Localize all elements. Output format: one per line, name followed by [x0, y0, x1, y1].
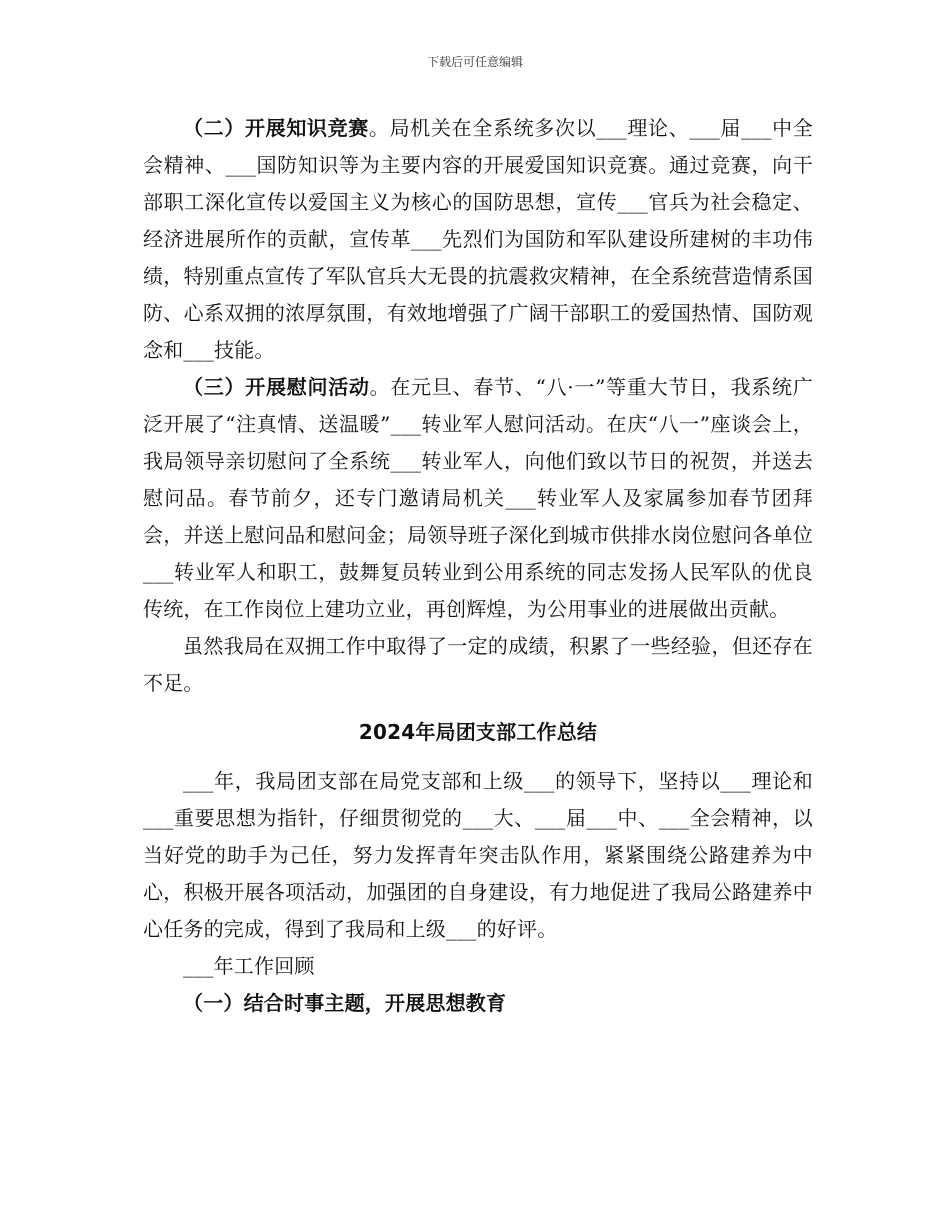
paragraph-intro: ___年，我局团支部在局党支部和上级___的领导下，坚持以___理论和___重要思想为指针，仔细贯彻党的___大、___届___中、___全会精神，以当好党的助手为己任，努力发挥青年突击队作用，紧紧围绕公路建养为中心，积极开展各项活动，加强团的自身建设，有力地促进了我局公路建养中心任务的完成，得到了我局和上级___的好评。 — [143, 769, 813, 941]
paragraph-condolence-activities — [143, 369, 813, 628]
paragraph-text: 。局机关在全系统多次以___理论、___届___中全会精神、___国防知识等为主要内容的开展爱国知识竞赛。通过竞赛，向干部职工深化宣传以爱国主义为核心的国防思想，宣传___官兵为社会稳定、经济进展所作的贡献，宣传革___先烈们为国防和军队建设所建树的丰功伟绩，特别重点宣传了军队官兵大无畏的抗震救灾精神，在全系统营造情系国防、心系双拥的浓厚氛围，有效地增强了广阔干部职工的爱国热情、国防观念和___技能。 — [143, 116, 813, 362]
subheading-thought-education: （一）结合时事主题，开展思想教育 — [183, 991, 507, 1015]
section-heading-knowledge-contest: （二）开展知识竞赛 — [183, 116, 369, 140]
paragraph-summary: 虽然我局在双拥工作中取得了一定的成绩，积累了一些经验，但还存在不足。 — [143, 634, 813, 695]
section-heading-condolence: （三）开展慰问活动 — [183, 375, 370, 399]
paragraph-text: 。在元旦、春节、“八·一”等重大节日，我系统广泛开展了“注真情、送温暖”___转业军人慰问活动。在庆“八一”座谈会上，我局领导亲切慰问了全系统___转业军人，向他们致以节日的祝贺，并送去慰问品。春节前夕，还专门邀请局机关___转业军人及家属参加春节团拜会，并送上慰问品和慰问金；局领导班子深化到城市供排水岗位慰问各单位___转业军人和职工，鼓舞复员转业到公用系统的同志发扬人民军队的优良传统，在工作岗位上建功立业，再创辉煌，为公用事业的进展做出贡献。 — [143, 375, 813, 621]
review-heading: ___年工作回顾 — [183, 954, 315, 978]
document-title: 2024年局团支部工作总结 — [358, 720, 598, 744]
page-header: 下载后可任意编辑 — [426, 55, 523, 69]
paragraph-knowledge-contest — [143, 110, 813, 369]
document-body — [143, 110, 813, 1022]
